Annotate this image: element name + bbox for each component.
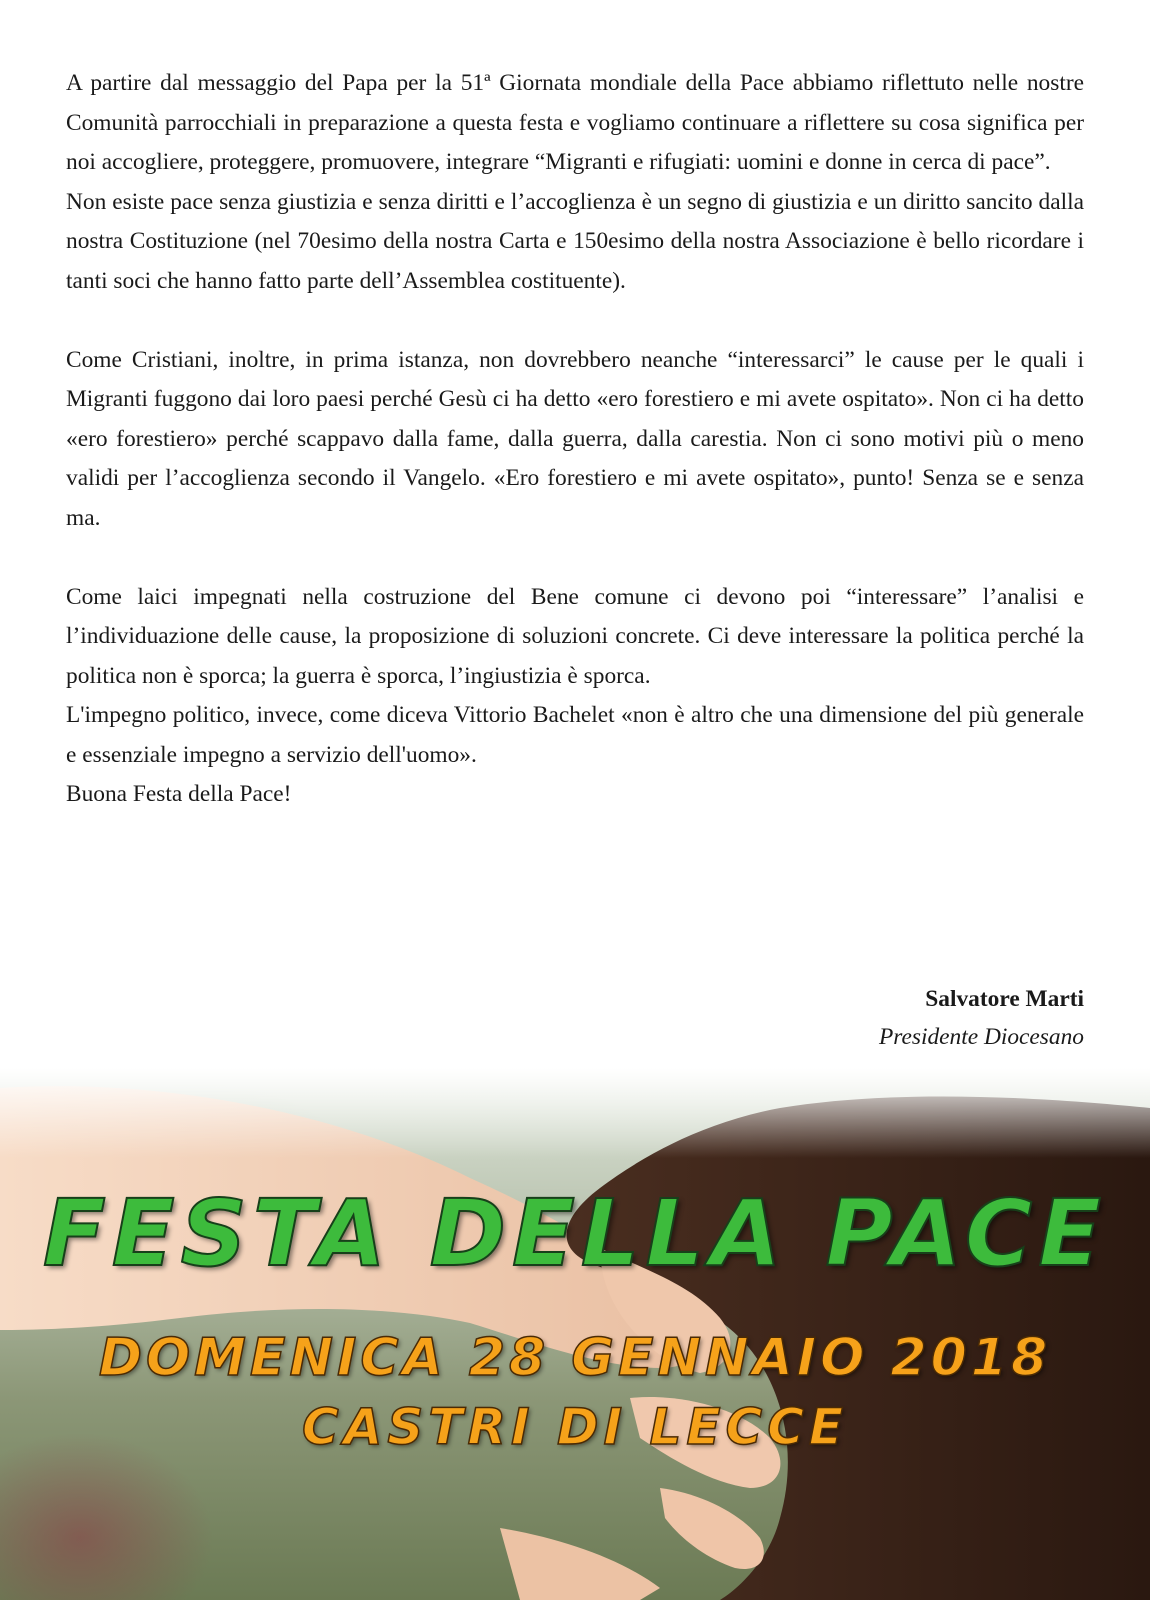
- event-title: FESTA DELLA PACE: [42, 1180, 1108, 1287]
- banner-top-fade: [0, 1068, 1150, 1158]
- signature-name: Salvatore Marti: [925, 986, 1084, 1012]
- event-date: DOMENICA 28 GENNAIO 2018: [98, 1328, 1052, 1388]
- paragraph: Non esiste pace senza giustizia e senza diritti e l’accoglienza è un segno di giustizia e un diritto sancito dalla nostra Costituzione (nel 70esimo della nostra Carta e 150esimo della nostra Associazione è bello ricordare i tanti soci che hanno fatto parte dell’Assemblea costituente).: [66, 188, 1084, 294]
- letter-body: [66, 64, 1084, 815]
- paragraph: Come laici impegnati nella costruzione del Bene comune ci devono poi “interessare” l’analisi e l’individuazione delle cause, la proposizione di soluzioni concrete. Ci deve interessare la politica perché la politica non è sporca; la guerra è sporca, l’ingiustizia è sporca.: [66, 583, 1084, 689]
- paragraph: Come Cristiani, inoltre, in prima istanza, non dovrebbero neanche “interessarci” le cause per le quali i Migranti fuggono dai loro paesi perché Gesù ci ha detto «ero forestiero e mi avete ospitato». Non ci ha detto «ero forestiero» perché scappavo dalla fame, dalla guerra, dalla carestia. Non ci sono motivi più o meno validi per l’accoglienza secondo il Vangelo. «Ero forestiero e mi avete ospitato», punto! Senza se e senza ma.: [66, 346, 1084, 531]
- signature-role: Presidente Diocesano: [878, 1024, 1084, 1050]
- signature-block: [879, 980, 1084, 1056]
- event-banner: [0, 1068, 1150, 1600]
- event-place: CASTRI DI LECCE: [301, 1398, 849, 1456]
- paragraph: Buona Festa della Pace!: [66, 781, 292, 807]
- paragraph: A partire dal messaggio del Papa per la 51ª Giornata mondiale della Pace abbiamo riflettuto nelle nostre Comunità parrocchiali in preparazione a questa festa e vogliamo continuare a riflettere su cosa significa per noi accogliere, proteggere, promuovere, integrare “Migranti e rifugiati: uomini e donne in cerca di pace”.: [66, 70, 1084, 175]
- paragraph: L'impegno politico, invece, come diceva Vittorio Bachelet «non è altro che una dimensione del più generale e essenziale impegno a servizio dell'uomo».: [66, 702, 1084, 768]
